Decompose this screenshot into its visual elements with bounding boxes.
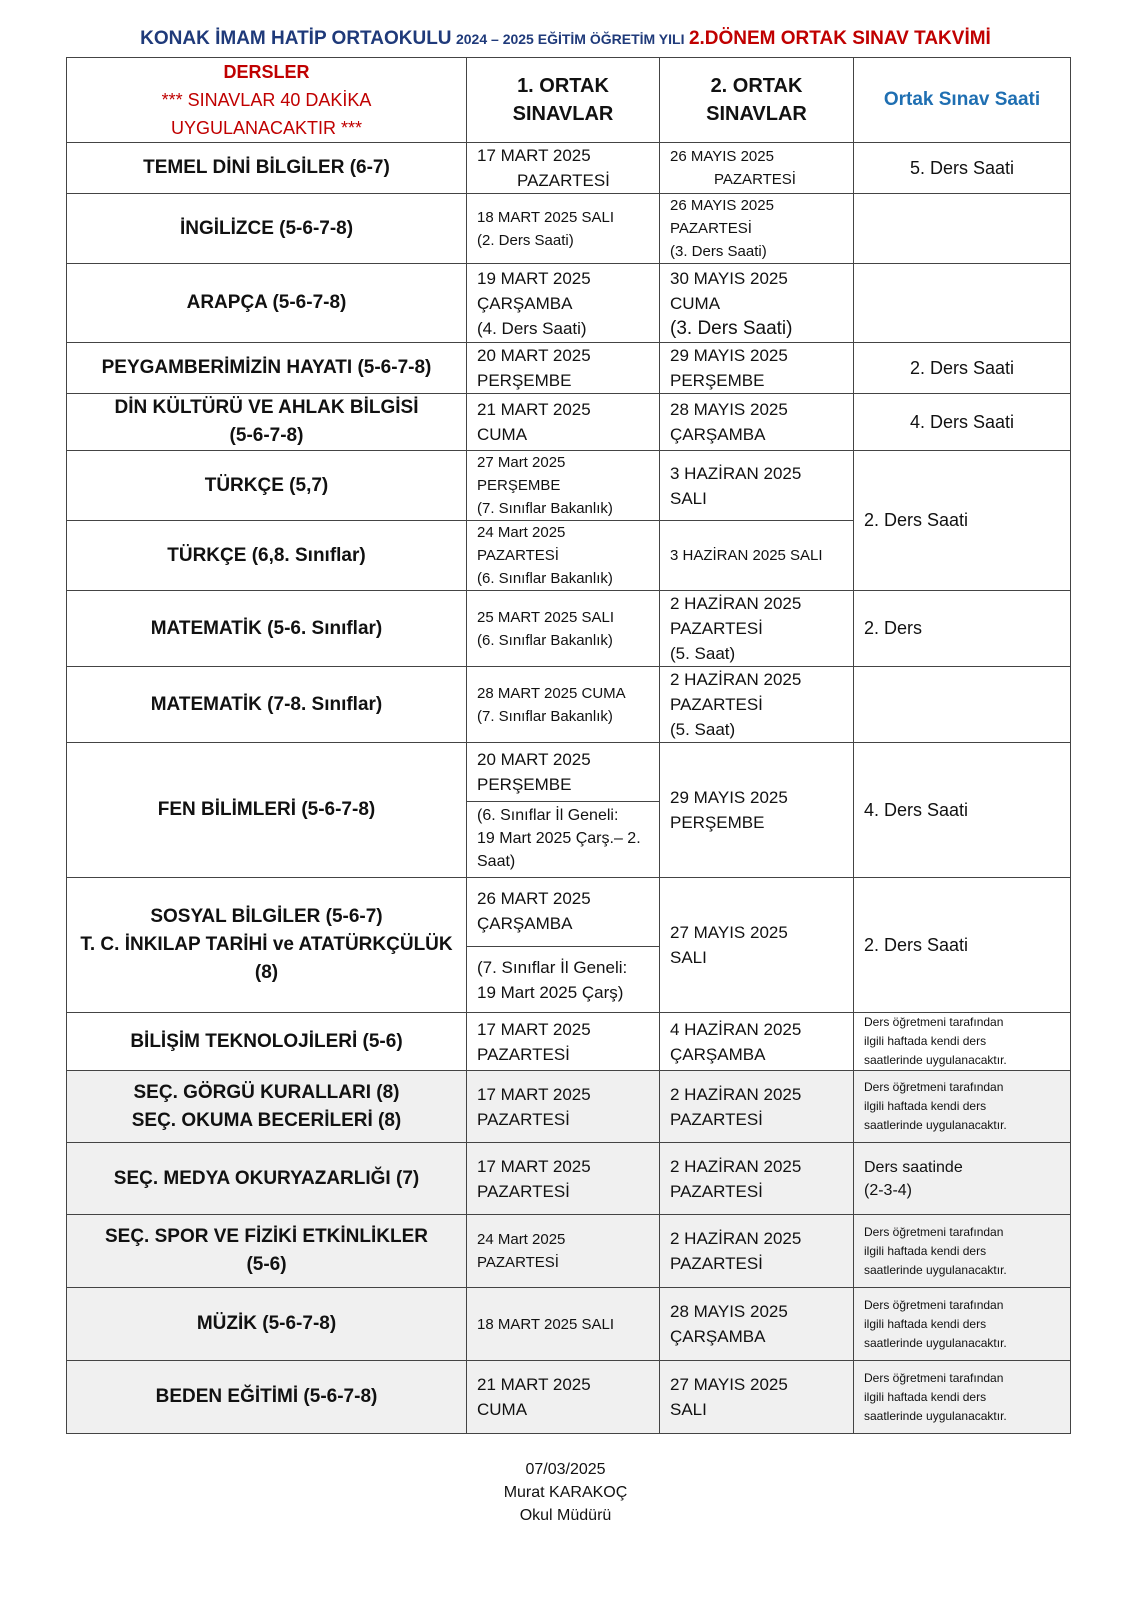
first-exam-cell: 21 MART 2025 CUMA [467, 394, 660, 451]
exam-time-cell [854, 194, 1071, 264]
second-exam-cell: 2 HAZİRAN 2025 PAZARTESİ (5. Saat) [660, 667, 854, 743]
second-exam-cell: 2 HAZİRAN 2025 PAZARTESİ (5. Saat) [660, 591, 854, 667]
table-row [67, 343, 1071, 394]
title-school: KONAK İMAM HATİP ORTAOKULU [140, 28, 452, 49]
second-exam-cell: 2 HAZİRAN 2025 PAZARTESİ [660, 1215, 854, 1288]
exam-time-cell: 2. Ders Saati [854, 343, 1071, 394]
subject-cell: TÜRKÇE (6,8. Sınıflar) [67, 521, 467, 591]
header-subjects: DERSLER *** SINAVLAR 40 DAKİKA UYGULANACAKTIR *** [67, 58, 467, 143]
table-row [67, 878, 1071, 1013]
header-second-exams: 2. ORTAK SINAVLAR [660, 58, 854, 143]
exam-time-cell: Ders öğretmeni tarafından ilgili haftada kendi ders saatlerinde uygulanacaktır. [854, 1361, 1071, 1434]
second-exam-cell: 2 HAZİRAN 2025 PAZARTESİ [660, 1143, 854, 1215]
first-exam-cell: 19 MART 2025 ÇARŞAMBA (4. Ders Saati) [467, 264, 660, 343]
exam-time-cell: 2. Ders Saati [854, 878, 1071, 1013]
second-exam-cell: 2 HAZİRAN 2025 PAZARTESİ [660, 1071, 854, 1143]
subject-cell: MÜZİK (5-6-7-8) [67, 1288, 467, 1361]
exam-schedule-table [66, 57, 1071, 1434]
table-row [67, 1013, 1071, 1071]
signature-block [0, 1458, 1131, 1527]
first-exam-cell: 17 MART 2025 PAZARTESİ [467, 1071, 660, 1143]
footer-date: 07/03/2025 [525, 1461, 606, 1478]
header-first-exams: 1. ORTAK SINAVLAR [467, 58, 660, 143]
subject-cell: TEMEL DİNİ BİLGİLER (6-7) [67, 143, 467, 194]
subject-cell: PEYGAMBERİMİZİN HAYATI (5-6-7-8) [67, 343, 467, 394]
first-exam-cell: 28 MART 2025 CUMA (7. Sınıflar Bakanlık) [467, 667, 660, 743]
first-exam-cell: 17 MART 2025 PAZARTESİ [467, 1013, 660, 1071]
exam-time-cell: 2. Ders Saati [854, 451, 1071, 591]
title-year: 2024 – 2025 EĞİTİM ÖĞRETİM YILI [455, 31, 685, 47]
exam-time-cell: 4. Ders Saati [854, 743, 1071, 878]
table-row [67, 394, 1071, 451]
first-exam-cell: 20 MART 2025 PERŞEMBE [467, 343, 660, 394]
subject-cell: DİN KÜLTÜRÜ VE AHLAK BİLGİSİ (5-6-7-8) [67, 394, 467, 451]
table-row [67, 743, 1071, 878]
subject-cell: TÜRKÇE (5,7) [67, 451, 467, 521]
footer-name: Murat KARAKOÇ [503, 1484, 628, 1501]
footer-role: Okul Müdürü [519, 1507, 612, 1524]
table-row [67, 1215, 1071, 1288]
subject-cell: SEÇ. MEDYA OKURYAZARLIĞI (7) [67, 1143, 467, 1215]
subject-cell: BEDEN EĞİTİMİ (5-6-7-8) [67, 1361, 467, 1434]
first-exam-cell: 26 MART 2025 ÇARŞAMBA (7. Sınıflar İl Geneli: 19 Mart 2025 Çarş) [467, 878, 660, 1013]
subject-cell: ARAPÇA (5-6-7-8) [67, 264, 467, 343]
table-row [67, 143, 1071, 194]
subject-cell: SEÇ. SPOR VE FİZİKİ ETKİNLİKLER (5-6) [67, 1215, 467, 1288]
second-exam-cell: 29 MAYIS 2025 PERŞEMBE [660, 743, 854, 878]
second-exam-cell: 26 MAYIS 2025 PAZARTESİ [660, 143, 854, 194]
subject-cell: SEÇ. GÖRGÜ KURALLARI (8) SEÇ. OKUMA BECERİLERİ (8) [67, 1071, 467, 1143]
second-exam-cell: 28 MAYIS 2025 ÇARŞAMBA [660, 394, 854, 451]
first-exam-cell: 27 Mart 2025 PERŞEMBE (7. Sınıflar Bakanlık) [467, 451, 660, 521]
subject-cell: MATEMATİK (7-8. Sınıflar) [67, 667, 467, 743]
table-row [67, 264, 1071, 343]
exam-time-cell: 4. Ders Saati [854, 394, 1071, 451]
exam-time-cell: Ders saatinde (2-3-4) [854, 1143, 1071, 1215]
table-row [67, 194, 1071, 264]
title-calendar: 2.DÖNEM ORTAK SINAV TAKVİMİ [688, 28, 991, 49]
exam-time-cell [854, 667, 1071, 743]
table-row [67, 667, 1071, 743]
second-exam-cell: 3 HAZİRAN 2025 SALI [660, 451, 854, 521]
first-exam-cell: 17 MART 2025 PAZARTESİ [467, 1143, 660, 1215]
second-exam-cell: 27 MAYIS 2025 SALI [660, 878, 854, 1013]
subject-cell: FEN BİLİMLERİ (5-6-7-8) [67, 743, 467, 878]
table-row [67, 1071, 1071, 1143]
subject-cell: İNGİLİZCE (5-6-7-8) [67, 194, 467, 264]
table-row [67, 1288, 1071, 1361]
second-exam-cell: 30 MAYIS 2025 CUMA (3. Ders Saati) [660, 264, 854, 343]
table-row [67, 1361, 1071, 1434]
first-exam-cell: 21 MART 2025 CUMA [467, 1361, 660, 1434]
second-exam-cell: 4 HAZİRAN 2025 ÇARŞAMBA [660, 1013, 854, 1071]
exam-time-cell: Ders öğretmeni tarafından ilgili haftada kendi ders saatlerinde uygulanacaktır. [854, 1288, 1071, 1361]
second-exam-cell: 27 MAYIS 2025 SALI [660, 1361, 854, 1434]
first-exam-cell: 24 Mart 2025 PAZARTESİ (6. Sınıflar Bakanlık) [467, 521, 660, 591]
first-exam-cell: 24 Mart 2025 PAZARTESİ [467, 1215, 660, 1288]
table-row [67, 591, 1071, 667]
exam-time-cell: Ders öğretmeni tarafından ilgili haftada kendi ders saatlerinde uygulanacaktır. [854, 1215, 1071, 1288]
first-exam-cell: 18 MART 2025 SALI (2. Ders Saati) [467, 194, 660, 264]
exam-time-cell: 5. Ders Saati [854, 143, 1071, 194]
table-row [67, 451, 1071, 521]
first-exam-cell: 17 MART 2025 PAZARTESİ [467, 143, 660, 194]
second-exam-cell: 26 MAYIS 2025 PAZARTESİ (3. Ders Saati) [660, 194, 854, 264]
document-title [0, 28, 1131, 50]
second-exam-cell: 3 HAZİRAN 2025 SALI [660, 521, 854, 591]
subject-cell: BİLİŞİM TEKNOLOJİLERİ (5-6) [67, 1013, 467, 1071]
exam-time-cell: Ders öğretmeni tarafından ilgili haftada kendi ders saatlerinde uygulanacaktır. [854, 1013, 1071, 1071]
header-exam-time: Ortak Sınav Saati [854, 58, 1071, 143]
exam-time-cell: Ders öğretmeni tarafından ilgili haftada kendi ders saatlerinde uygulanacaktır. [854, 1071, 1071, 1143]
subject-cell: SOSYAL BİLGİLER (5-6-7) T. C. İNKILAP TARİHİ ve ATATÜRKÇÜLÜK (8) [67, 878, 467, 1013]
exam-time-cell: 2. Ders [854, 591, 1071, 667]
second-exam-cell: 29 MAYIS 2025 PERŞEMBE [660, 343, 854, 394]
table-row [67, 1143, 1071, 1215]
subject-cell: MATEMATİK (5-6. Sınıflar) [67, 591, 467, 667]
first-exam-cell: 25 MART 2025 SALI (6. Sınıflar Bakanlık) [467, 591, 660, 667]
table-header-row [67, 58, 1071, 143]
exam-time-cell [854, 264, 1071, 343]
first-exam-cell: 18 MART 2025 SALI [467, 1288, 660, 1361]
first-exam-cell: 20 MART 2025 PERŞEMBE (6. Sınıflar İl Geneli: 19 Mart 2025 Çarş.– 2. Saat) [467, 743, 660, 878]
second-exam-cell: 28 MAYIS 2025 ÇARŞAMBA [660, 1288, 854, 1361]
